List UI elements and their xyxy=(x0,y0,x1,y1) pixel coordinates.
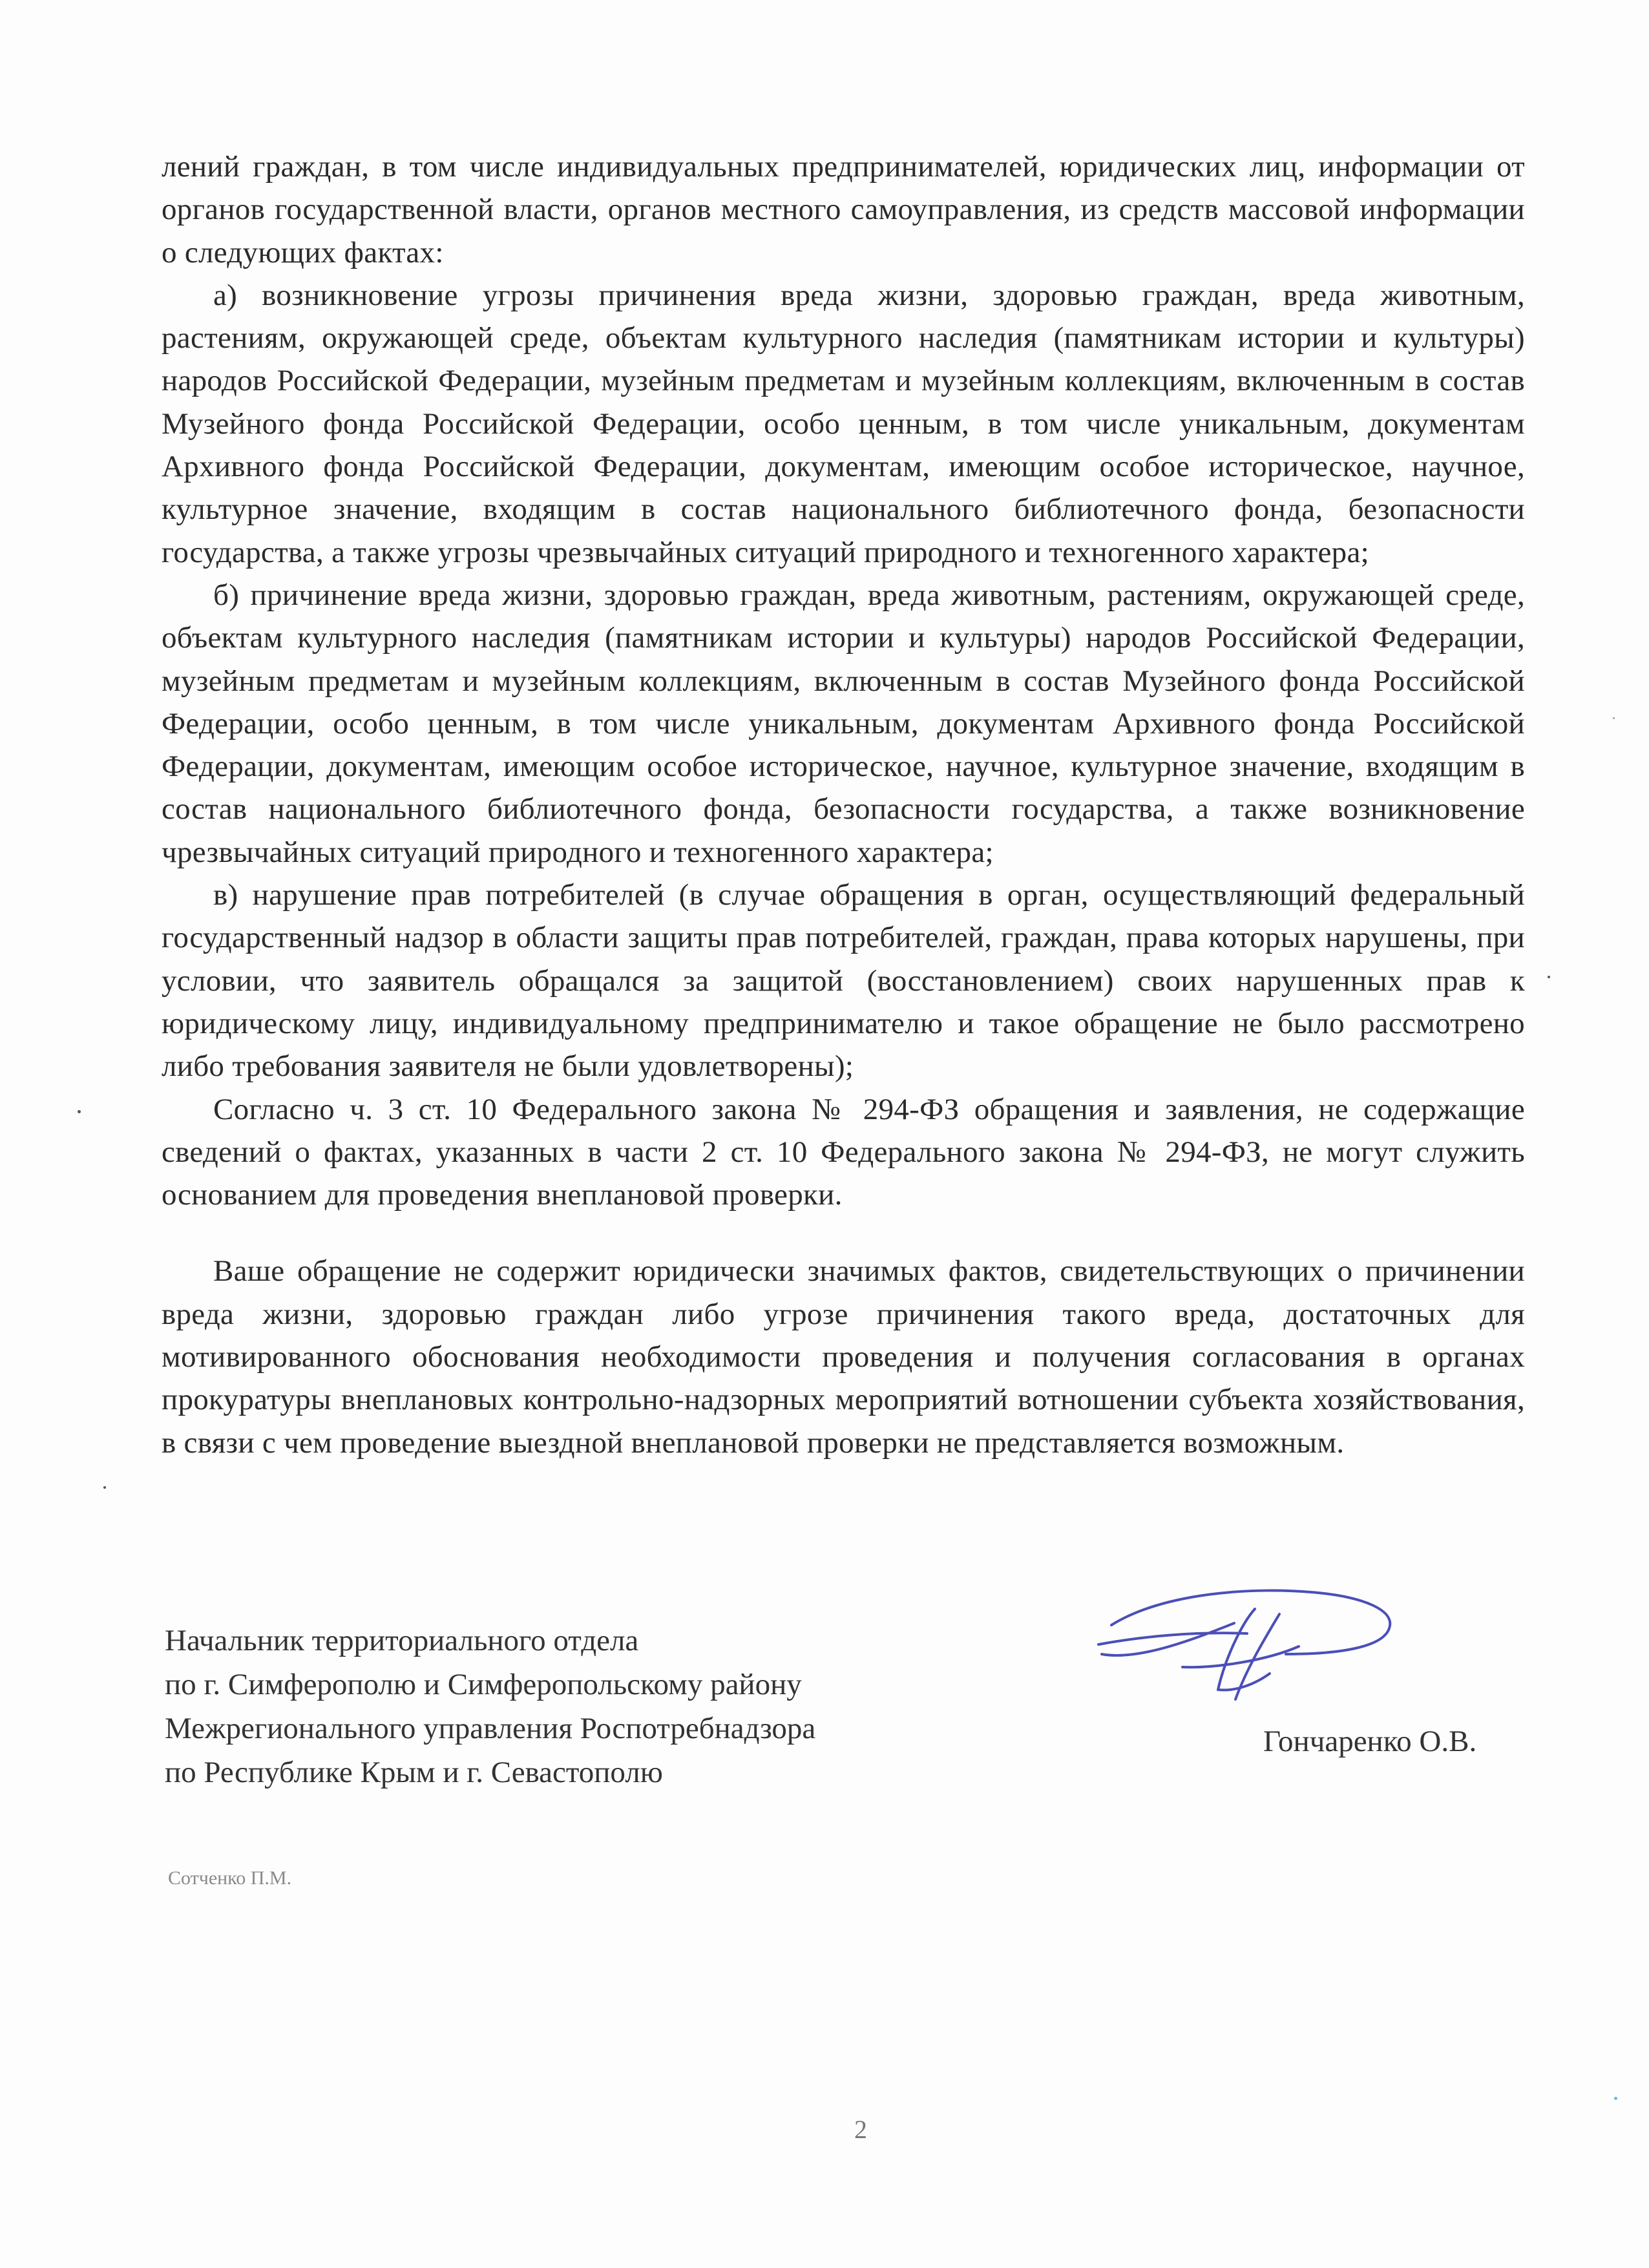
paragraph-continuation: лений граждан, в том числе индивидуальных предпринимателей, юридических лиц, информации от органов государственной власти, органов местного самоуправления, из средств массовой информации о следующих фактах: xyxy=(162,150,1525,269)
handwritten-signature xyxy=(1086,1564,1422,1712)
scan-speck xyxy=(78,1110,81,1113)
scan-speck xyxy=(1548,976,1550,978)
paragraph-item-a: а) возникновение угрозы причинения вреда жизни, здоровью граждан, вреда животным, растениям, окружающей среде, объектам культурного наследия (памятникам истории и культуры) народов Российской Федерации, музейным предметам и музейным коллекциям, включенным в состав Музейного фонда Российской Федерации, особо ценным, в том числе уникальным, документам Архивного фонда Российской Федерации, документам, имеющим особое историческое, научное, культурное значение, входящим в состав национального библиотечного фонда, безопасности государства, а также угрозы чрезвычайных ситуаций природного и техногенного характера; xyxy=(162,278,1525,569)
signer-position-line-3: Межрегионального управления Роспотребнадзора xyxy=(165,1712,816,1745)
executor-name: Сотченко П.М. xyxy=(168,1867,292,1889)
signer-position xyxy=(165,1619,815,1794)
paragraph-item-b: б) причинение вреда жизни, здоровью граждан, вреда животным, растениям, окружающей среде, объектам культурного наследия (памятникам истории и культуры) народов Российской Федерации, музейным предметам и музейным коллекциям, включенным в состав Музейного фонда Российской Федерации, особо ценным, в том числе уникальным, документам Архивного фонда Российской Федерации, документам, имеющим особое историческое, научное, культурное значение, входящим в состав национального библиотечного фонда, безопасности государства, а также возникновение чрезвычайных ситуаций природного и техногенного характера; xyxy=(162,578,1525,869)
scan-speck xyxy=(1614,2097,1617,2100)
scan-speck xyxy=(103,1486,106,1489)
signer-position-line-2: по г. Симферополю и Симферопольскому району xyxy=(165,1668,802,1701)
letter-body xyxy=(162,145,1525,1464)
paragraph-conclusion: Ваше обращение не содержит юридически значимых фактов, свидетельствующих о причинении вреда жизни, здоровью граждан либо угрозе причинения такого вреда, достаточных для мотивированного обоснования необходимости проведения и получения согласования в органах прокуратуры внеплановых контрольно-надзорных мероприятий вотношении субъекта хозяйствования, в связи с чем проведение выездной внеплановой проверки не представляется возможным. xyxy=(162,1254,1525,1460)
paragraph-law-reference: Согласно ч. 3 ст. 10 Федерального закона № 294-ФЗ обращения и заявления, не содержащие сведений о фактах, указанных в части 2 ст. 10 Федерального закона № 294-ФЗ, не могут служить основанием для проведения внеплановой проверки. xyxy=(162,1092,1525,1212)
scan-speck xyxy=(1613,717,1615,719)
signer-name: Гончаренко О.В. xyxy=(1263,1725,1477,1758)
page-number: 2 xyxy=(854,2115,867,2144)
signer-position-line-4: по Республике Крым и г. Севастополю xyxy=(165,1756,663,1789)
signer-position-line-1: Начальник территориального отдела xyxy=(165,1624,639,1657)
paragraph-item-v: в) нарушение прав потребителей (в случае обращения в орган, осуществляющий федеральный государственный надзор в области защиты прав потребителей, граждан, права которых нарушены, при условии, что заявитель обращался за защитой (восстановлением) своих нарушенных прав к юридическому лицу, индивидуальному предпринимателю и такое обращение не было рассмотрено либо требования заявителя не были удовлетворены); xyxy=(162,878,1525,1084)
